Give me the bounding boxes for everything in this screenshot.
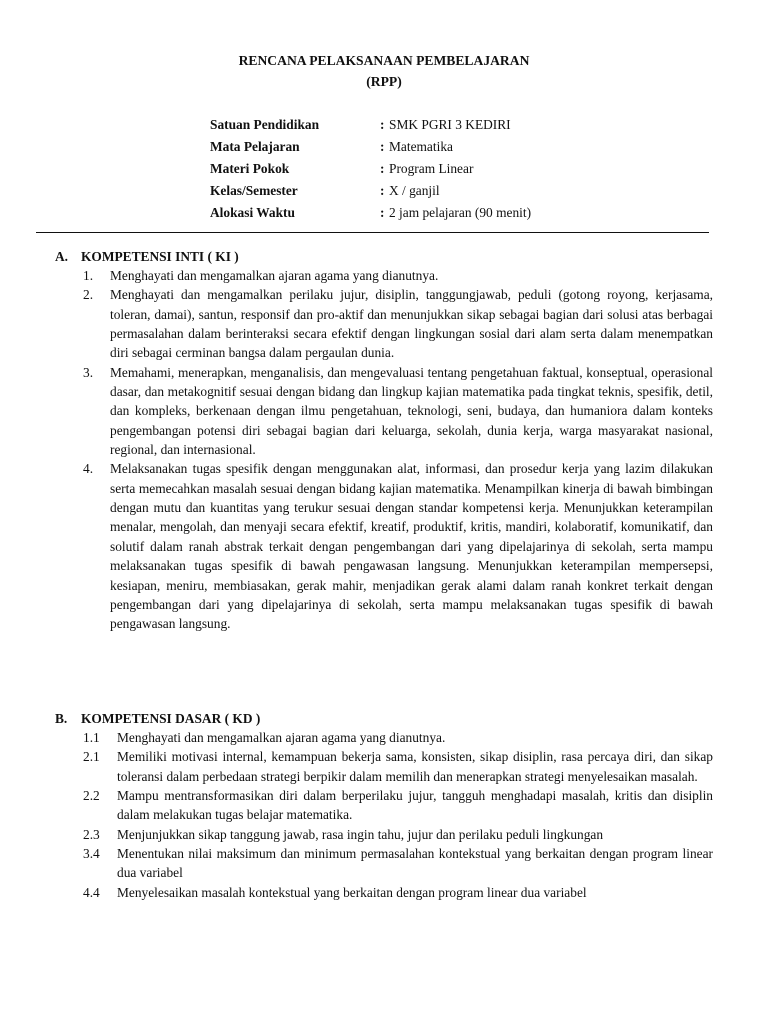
identity-value: 2 jam pelajaran (90 menit) bbox=[389, 205, 532, 220]
section-title: KOMPETENSI DASAR ( KD ) bbox=[81, 711, 261, 726]
identity-separator: : bbox=[380, 183, 385, 198]
identity-row bbox=[210, 203, 730, 225]
section-letter: A. bbox=[55, 249, 69, 264]
item-text: Memiliki motivasi internal, kemampuan bekerja sama, konsisten, sikap disiplin, rasa percaya diri, dan sikap toleransi dalam perbedaan strategi berpikir dalam memilih dan menerapkan strategi menyelesaikan masalah. bbox=[117, 749, 713, 784]
identity-label: Kelas/Semester bbox=[210, 183, 298, 198]
item-text: Mampu mentransformasikan diri dalam berperilaku jujur, tangguh menghadapi masalah, kritis dan disiplin dalam melakukan tugas belajar matematika. bbox=[117, 788, 713, 823]
item-text: Menghayati dan mengamalkan perilaku jujur, disiplin, tanggungjawab, peduli (gotong royong, kerjasama, toleran, damai), santun, responsif dan pro-aktif dan menunjukkan sikap sebagai bagian dari solusi atas berbagai permasalahan dalam berinteraksi secara efektif dengan lingkungan sosial dari alam serta dalam menempatkan diri sebagai cerminan bangsa dalam pergaulan dunia. bbox=[110, 287, 713, 361]
list-item bbox=[55, 883, 713, 902]
identity-value: X / ganjil bbox=[389, 183, 440, 198]
list-item bbox=[55, 266, 713, 285]
item-text: Memahami, menerapkan, menganalisis, dan mengevaluasi tentang pengetahuan faktual, konseptual, operasional dasar, dan metakognitif sesuai dengan bidang dan lingkup kajian matematika pada tingkat teknis, spesifik, detil, dan kompleks, berkenaan dengan ilmu pengetahuan, teknologi, seni, budaya, dan humaniora dalam konteks pengembangan potensi diri sebagai bagian dari keluarga, sekolah, dunia kerja, warga masyarakat nasional, regional, dan internasional. bbox=[110, 364, 713, 458]
document-subtitle: (RPP) bbox=[366, 74, 402, 89]
identity-row bbox=[210, 115, 730, 137]
identity-separator: : bbox=[380, 205, 385, 220]
identity-label: Alokasi Waktu bbox=[210, 205, 295, 220]
section-kompetensi-inti bbox=[55, 247, 713, 634]
document-title: RENCANA PELAKSANAAN PEMBELAJARAN bbox=[238, 53, 530, 68]
identity-separator: : bbox=[380, 139, 385, 154]
item-number: 2. bbox=[83, 287, 94, 303]
section-letter: B. bbox=[55, 711, 68, 726]
identity-separator: : bbox=[380, 117, 385, 132]
identity-value: Matematika bbox=[389, 139, 453, 154]
identity-table bbox=[210, 115, 730, 225]
identity-separator: : bbox=[380, 161, 385, 176]
list-item bbox=[55, 747, 713, 786]
identity-value: Program Linear bbox=[389, 161, 474, 176]
item-text: Menentukan nilai maksimum dan minimum permasalahan kontekstual yang berkaitan dengan program linear dua variabel bbox=[117, 846, 713, 881]
item-number: 2.3 bbox=[83, 826, 100, 842]
identity-label: Mata Pelajaran bbox=[210, 139, 300, 154]
section-title: KOMPETENSI INTI ( KI ) bbox=[81, 249, 239, 264]
item-number: 1. bbox=[83, 268, 94, 283]
item-text: Menyelesaikan masalah kontekstual yang berkaitan dengan program linear dua variabel bbox=[117, 884, 587, 900]
item-number: 4.4 bbox=[83, 884, 100, 900]
list-item bbox=[55, 786, 713, 825]
item-number: 2.2 bbox=[83, 788, 100, 804]
item-number: 4. bbox=[83, 461, 94, 477]
identity-row bbox=[210, 159, 730, 181]
list-item bbox=[55, 363, 713, 460]
list-item bbox=[55, 825, 713, 844]
list-item bbox=[55, 728, 713, 747]
list-item bbox=[55, 459, 713, 633]
item-number: 3. bbox=[83, 364, 94, 380]
list-item bbox=[55, 844, 713, 883]
item-text: Menghayati dan mengamalkan ajaran agama yang dianutnya. bbox=[110, 268, 439, 283]
item-text: Menghayati dan mengamalkan ajaran agama yang dianutnya. bbox=[117, 730, 446, 745]
identity-row bbox=[210, 181, 730, 203]
item-number: 1.1 bbox=[83, 730, 100, 745]
section-heading bbox=[55, 709, 713, 728]
item-number: 3.4 bbox=[83, 846, 100, 862]
ki-list bbox=[55, 266, 713, 634]
identity-label: Materi Pokok bbox=[210, 161, 290, 176]
header-divider bbox=[36, 232, 709, 233]
list-item bbox=[55, 285, 713, 362]
identity-value: SMK PGRI 3 KEDIRI bbox=[389, 117, 511, 132]
item-text: Melaksanakan tugas spesifik dengan menggunakan alat, informasi, dan prosedur kerja yang lazim dilakukan serta memecahkan masalah sesuai dengan bidang kajian matematika. Menampilkan kinerja di bawah bimbingan dengan mutu dan kuantitas yang terukur sesuai dengan standar kompetensi kerja. Menunjukkan keterampilan menalar, mengolah, dan menyaji secara efektif, kreatif, produktif, kritis, mandiri, kolaboratif, komunikatif, dan solutif dalam ranah abstrak terkait dengan pengembangan dari yang dipelajarinya di sekolah, serta mampu melaksanakan tugas spesifik di bawah pengawasan langsung. Menunjukkan keterampilan mempersepsi, kesiapan, meniru, membiasakan, gerak mahir, menjadikan gerak alami dalam ranah konkret terkait dengan pengembangan dari yang dipelajarinya di sekolah, serta mampu melaksanakan tugas spesifik di bawah pengawasan langsung. bbox=[110, 461, 713, 632]
item-number: 2.1 bbox=[83, 749, 100, 765]
section-kompetensi-dasar bbox=[55, 709, 713, 902]
identity-row bbox=[210, 137, 730, 159]
item-text: Menjunjukkan sikap tanggung jawab, rasa ingin tahu, jujur dan perilaku peduli lingkungan bbox=[117, 826, 604, 842]
identity-label: Satuan Pendidikan bbox=[210, 117, 320, 132]
section-heading bbox=[55, 247, 713, 266]
kd-list bbox=[55, 728, 713, 902]
